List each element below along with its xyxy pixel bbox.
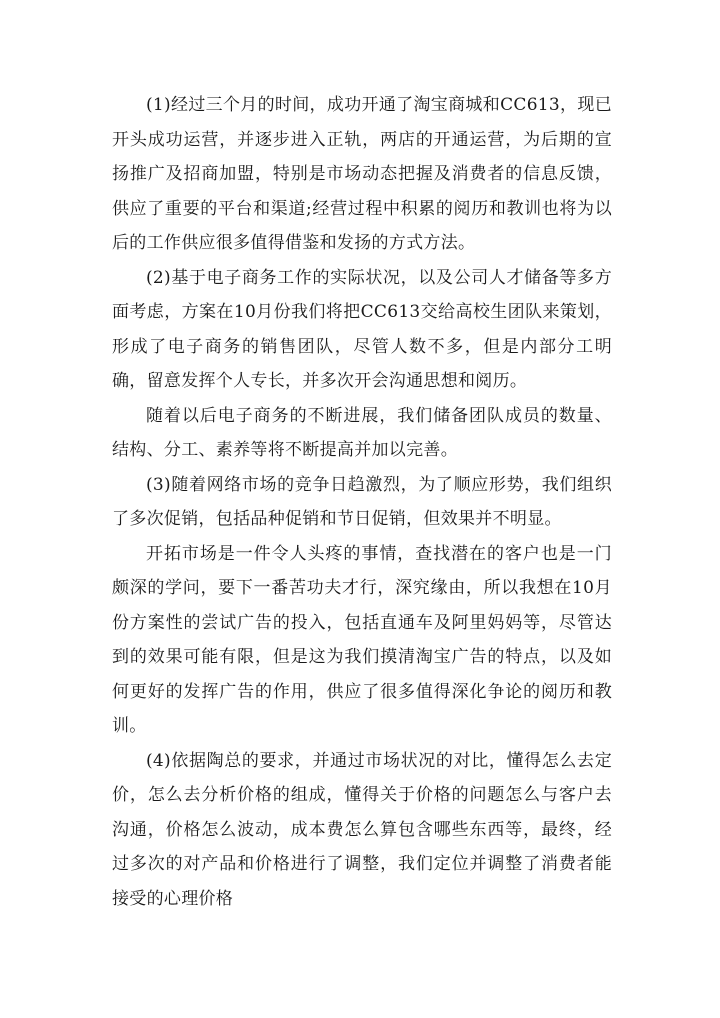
document-page [112,88,612,916]
paragraph-3: 随着以后电子商务的不断进展，我们储备团队成员的数量、结构、分工、素养等将不断提高并加以完善。 [112,405,612,460]
paragraph-6: (4)依据陶总的要求，并通过市场状况的对比，懂得怎么去定价，怎么去分析价格的组成，懂得关于价格的问题怎么与客户去沟通，价格怎么波动，成本费怎么算包含哪些东西等，最终，经过多次的对产品和价格进行了调整，我们定位并调整了消费者能接受的心理价格 [112,750,612,909]
paragraph-2: (2)基于电子商务工作的实际状况，以及公司人才储备等多方面考虑，方案在10月份我们将把CC613交给高校生团队来策划，形成了电子商务的销售团队，尽管人数不多，但是内部分工明确，留意发挥个人专长，并多次开会沟通思想和阅历。 [112,267,612,391]
paragraph-1: (1)经过三个月的时间，成功开通了淘宝商城和CC613，现已开头成功运营，并逐步进入正轨，两店的开通运营，为后期的宣扬推广及招商加盟，特别是市场动态把握及消费者的信息反馈，供应了重要的平台和渠道;经营过程中积累的阅历和教训也将为以后的工作供应很多值得借鉴和发扬的方式方法。 [112,95,612,253]
paragraph-5: 开拓市场是一件令人头疼的事情，查找潜在的客户也是一门颇深的学问，要下一番苦功夫才行，深究缘由，所以我想在10月份方案性的尝试广告的投入，包括直通车及阿里妈妈等，尽管达到的效果可能有限，但是这为我们摸清淘宝广告的特点，以及如何更好的发挥广告的作用，供应了很多值得深化争论的阅历和教训。 [112,543,612,736]
paragraph-4: (3)随着网络市场的竞争日趋激烈，为了顺应形势，我们组织了多次促销，包括品种促销和节日促销，但效果并不明显。 [112,474,612,529]
